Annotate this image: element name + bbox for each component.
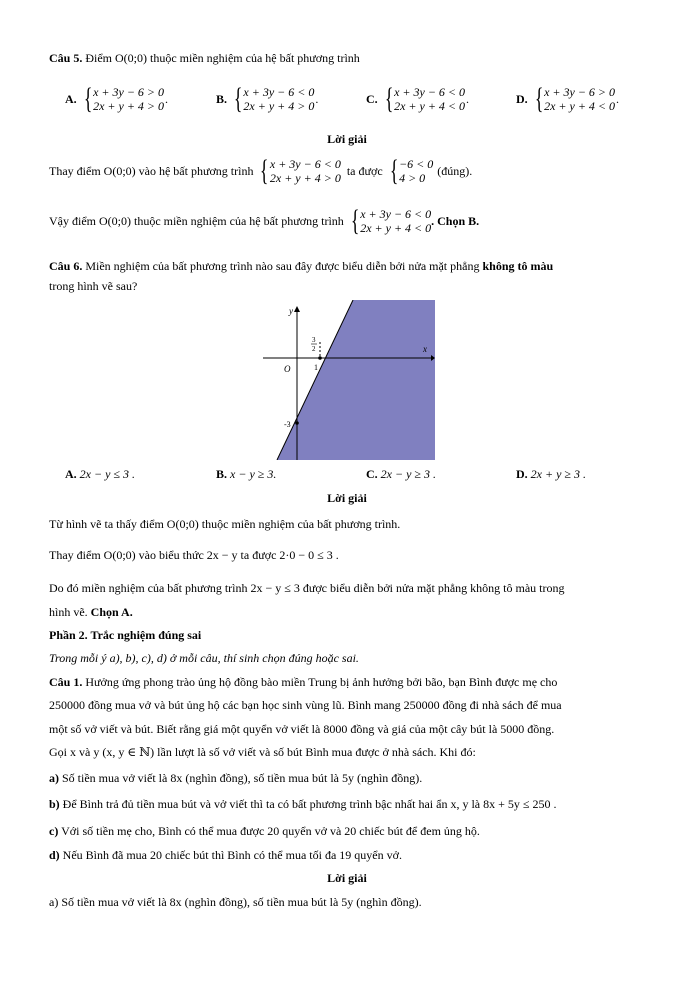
text: hình vẽ. — [49, 605, 88, 619]
q5-solution-line-2 — [49, 206, 479, 236]
part2-instructions: Trong mỗi ý a), b), c), d) ở mỗi câu, thí sinh chọn đúng hoặc sai. — [49, 651, 359, 665]
q6-solution-title: Lời giải — [327, 491, 367, 505]
row: x + 3y − 6 < 0 — [360, 207, 432, 221]
part2-title: Phần 2. Trắc nghiệm đúng sai — [49, 628, 202, 642]
text: . Chọn B. — [431, 213, 480, 228]
q1-line-2: 250000 đồng mua vở và bút ủng hộ các bạn học sinh vùng lũ. Bình mang 250000 đồng đi nhà sách để mua — [49, 698, 562, 712]
option-label: D. — [516, 467, 528, 481]
statement-text: Để Bình trả đủ tiền mua bút và vở viết thì ta có bất phương trình bậc nhất hai ẩn x, y là 8x + 5y ≤ 250 . — [62, 797, 557, 811]
brace: { — [83, 82, 93, 115]
q5-option-b — [216, 84, 318, 114]
q6-option-b — [216, 467, 276, 482]
dot: . — [466, 91, 470, 106]
option-label: D. — [516, 91, 528, 106]
q6-option-a — [65, 467, 135, 482]
text: Thay điểm O(0;0) vào hệ bất phương trình — [49, 163, 254, 178]
q1-line-3: một số vở viết và bút. Biết rằng giá một quyển vở viết là 8000 đồng và giá của một cây bút là 5000 đồng. — [49, 722, 555, 736]
point — [295, 421, 299, 425]
q5-solution-title: Lời giải — [327, 132, 367, 146]
q1-solution-1: a) Số tiền mua vở viết là 8x (nghìn đồng), số tiền mua bút là 5y (nghìn đồng). — [49, 895, 422, 909]
brace: { — [350, 204, 360, 237]
system-rows — [270, 157, 341, 185]
brace: { — [260, 154, 269, 187]
q1-solution-title: Lời giải — [327, 871, 367, 885]
row: x + 3y − 6 > 0 — [544, 85, 616, 99]
option-label: C. — [366, 467, 378, 481]
system-rows — [399, 157, 433, 185]
brace: { — [384, 82, 394, 115]
q1-line-4: Gọi x và y (x, y ∈ ℕ) lần lượt là số vở viết và số bút Bình mua được ở nhà sách. Khi đó: — [49, 745, 476, 759]
statement-label: a) — [49, 771, 59, 785]
system-rows — [394, 85, 465, 113]
row: 2x + y + 4 > 0 — [93, 99, 165, 113]
half-plane-graph — [255, 300, 435, 460]
q6-option-d — [516, 467, 586, 482]
q5-solution-line-1 — [49, 156, 472, 186]
row: 4 > 0 — [399, 171, 426, 185]
q5-stem-text: Điểm O(0;0) thuộc miền nghiệm của hệ bất phương trình — [85, 51, 360, 65]
q1-line-1 — [49, 675, 557, 690]
text: (đúng). — [437, 163, 473, 178]
system-rows — [243, 85, 314, 113]
q5-option-c — [366, 84, 469, 114]
row: 2x + y + 4 > 0 — [269, 171, 341, 185]
q6-stem-2: trong hình vẽ sau? — [49, 279, 138, 293]
y-axis-label: y — [289, 306, 293, 316]
brace: { — [534, 82, 544, 115]
q5-option-a — [65, 84, 168, 114]
option-label: B. — [216, 467, 228, 481]
option-text: 2x − y ≥ 3 . — [380, 467, 437, 481]
statement-text: Số tiền mua vở viết là 8x (nghìn đồng), số tiền mua bút là 5y (nghìn đồng). — [62, 771, 423, 785]
q5-option-d — [516, 84, 619, 114]
text: Chọn A. — [90, 605, 133, 619]
option-label: A. — [65, 467, 77, 481]
point — [318, 356, 322, 360]
q1-statement-c — [49, 824, 480, 839]
option-text: 2x − y ≤ 3 . — [79, 467, 136, 481]
brace: { — [233, 82, 243, 115]
row: x + 3y − 6 < 0 — [243, 85, 315, 99]
q1-statement-a — [49, 771, 422, 786]
row: x + 3y − 6 > 0 — [93, 85, 165, 99]
row: 2x + y + 4 < 0 — [360, 221, 432, 235]
q6-solution-4 — [49, 605, 133, 620]
q5-label: Câu 5. — [49, 51, 83, 65]
text: Miền nghiệm của bất phương trình nào sau đây được biểu diễn bởi nửa mặt phẳng — [85, 259, 480, 273]
option-text: x − y ≥ 3. — [230, 467, 277, 481]
row: x + 3y − 6 < 0 — [269, 157, 341, 171]
row: x + 3y − 6 < 0 — [394, 85, 466, 99]
text: Vậy điểm O(0;0) thuộc miền nghiệm của hệ bất phương trình — [49, 213, 344, 228]
row: −6 < 0 — [399, 157, 434, 171]
statement-label: d) — [49, 848, 60, 862]
shaded-region — [277, 300, 435, 460]
q6-option-c — [366, 467, 436, 482]
q6-label: Câu 6. — [49, 259, 83, 273]
dot: . — [616, 91, 620, 106]
dot: . — [165, 91, 169, 106]
q1-label: Câu 1. — [49, 675, 83, 689]
q5-stem — [49, 51, 360, 66]
text: Hưởng ứng phong trào ủng hộ đồng bào miền Trung bị ảnh hưởng bởi bão, bạn Bình được mẹ cho — [85, 675, 558, 689]
system-rows — [93, 85, 164, 113]
text: ta được — [346, 163, 383, 178]
fraction-numerator: 3 — [312, 336, 316, 344]
q6-solution-3: Do đó miền nghiệm của bất phương trình 2x − y ≤ 3 được biểu diễn bởi nửa mặt phẳng không tô màu trong — [49, 581, 565, 595]
row: 2x + y + 4 < 0 — [544, 99, 616, 113]
row: 2x + y + 4 > 0 — [243, 99, 315, 113]
q1-statement-b — [49, 797, 556, 812]
system-rows — [544, 85, 615, 113]
brace: { — [389, 154, 399, 187]
fraction-denominator: 2 — [312, 345, 316, 353]
q6-stem — [49, 259, 553, 274]
tick-x-label: 1 — [314, 363, 318, 372]
statement-label: b) — [49, 797, 60, 811]
option-label: B. — [216, 91, 228, 106]
option-label: A. — [65, 91, 77, 106]
statement-text: Nếu Bình đã mua 20 chiếc bút thì Bình có thể mua tối đa 19 quyển vở. — [62, 848, 402, 862]
statement-label: c) — [49, 824, 59, 838]
q6-solution-1: Từ hình vẽ ta thấy điểm O(0;0) thuộc miền nghiệm của bất phương trình. — [49, 517, 401, 531]
option-text: 2x + y ≥ 3 . — [530, 467, 587, 481]
q6-solution-2: Thay điểm O(0;0) vào biểu thức 2x − y ta được 2·0 − 0 ≤ 3 . — [49, 548, 339, 562]
x-axis-label: x — [423, 344, 427, 354]
row: 2x + y + 4 < 0 — [394, 99, 466, 113]
system-rows — [360, 207, 431, 235]
statement-text: Với số tiền mẹ cho, Bình có thể mua được 20 quyển vở và 20 chiếc bút để đem ủng hộ. — [61, 824, 480, 838]
tick-y-label: -3 — [284, 420, 291, 429]
y-axis-arrow-icon — [294, 306, 300, 312]
dot: . — [315, 91, 319, 106]
q1-statement-d — [49, 848, 402, 863]
text: không tô màu — [482, 259, 554, 273]
option-label: C. — [366, 91, 378, 106]
origin-label: O — [284, 364, 291, 374]
